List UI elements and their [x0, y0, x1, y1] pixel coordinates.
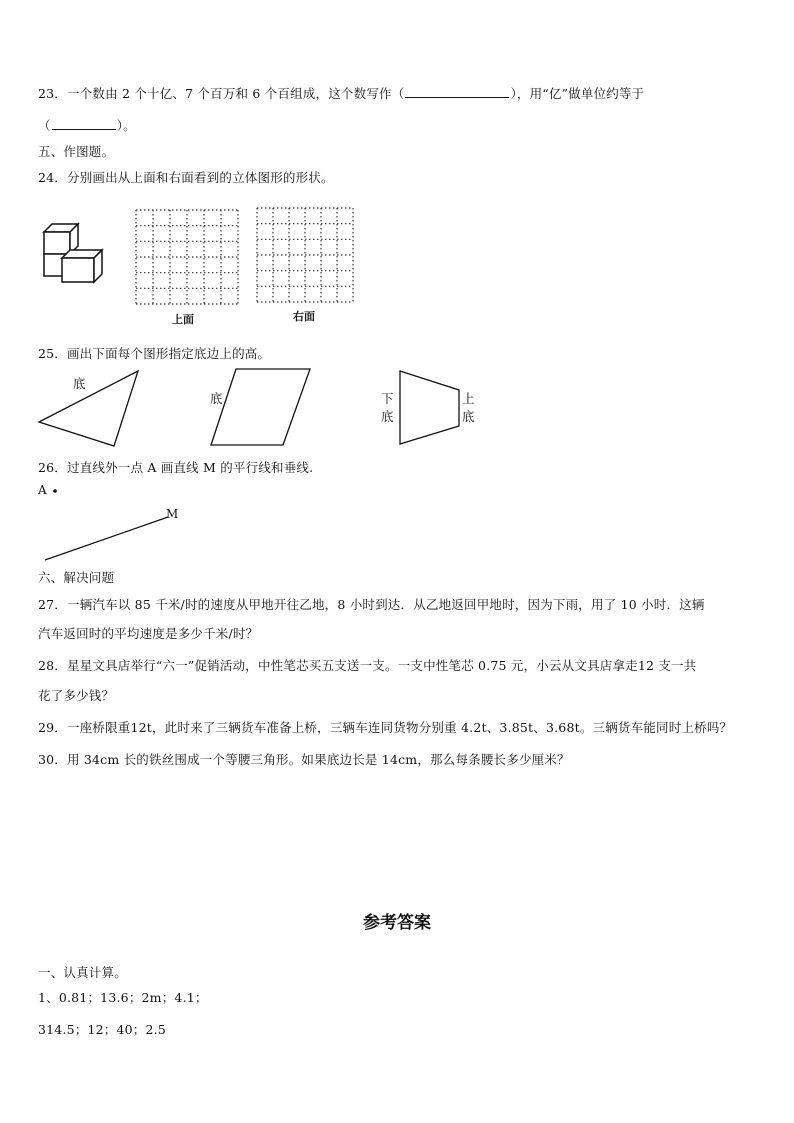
- parallelogram-shape: [210, 368, 312, 446]
- point-a-letter: A: [38, 483, 47, 497]
- q23-line2: [38, 116, 136, 134]
- q23-text-part2: ），用“亿”做单位约等于: [510, 86, 645, 101]
- triangle-shape: [38, 368, 142, 448]
- trapezoid-upper-base-label-2: 底: [462, 409, 475, 424]
- q25-text: 25．画出下面每个图形指定底边上的高。: [38, 346, 271, 361]
- q23-line1: [38, 84, 644, 102]
- answers-line2: 314.5；12；40；2.5: [38, 1022, 166, 1037]
- point-a-label: [38, 483, 47, 497]
- q27-line1: 27．一辆汽车以 85 千米/时的速度从甲地开往乙地，8 小时到达．从乙地返回甲地时，因为下雨，用了 10 小时．这辆: [38, 597, 705, 612]
- parallelogram-base-label: 底: [210, 391, 223, 406]
- grid-top-view[interactable]: [135, 209, 239, 305]
- answers-section1: 一、认真计算。: [38, 965, 127, 980]
- point-a-dot: [52, 488, 58, 494]
- section6-heading: 六、解决问题: [38, 570, 115, 585]
- answers-line1: 1、0.81；13.6；2m；4.1；: [38, 990, 208, 1005]
- caption-top-view: 上面: [172, 313, 194, 326]
- q24-text: 24．分别画出从上面和右面看到的立体图形的形状。: [38, 170, 334, 185]
- q28-line2: 花了多少钱？: [38, 688, 115, 703]
- q23-answer-blank-1[interactable]: [405, 85, 509, 98]
- answers-title: 参考答案: [363, 913, 431, 933]
- q26-text: 26．过直线外一点 A 画直线 M 的平行线和垂线.: [38, 460, 314, 475]
- q30-text: 30．用 34cm 长的铁丝围成一个等腰三角形。如果底边长是 14cm，那么每条腰长多少厘米？: [38, 752, 570, 767]
- trapezoid-lower-base-label-1: 下: [381, 391, 394, 406]
- cubes-figure: [40, 220, 110, 290]
- q23-line2-close: ）。: [116, 118, 136, 133]
- q23-line2-open: （: [38, 118, 51, 133]
- caption-right-view: 右面: [293, 310, 315, 323]
- q27-line2: 汽车返回时的平均速度是多少千米/时？: [38, 626, 259, 641]
- section5-heading: 五、作图题。: [38, 144, 115, 159]
- trapezoid-lower-base-label-2: 底: [381, 409, 394, 424]
- q23-answer-blank-2[interactable]: [52, 117, 116, 130]
- line-m: [44, 514, 176, 562]
- trapezoid-shape: [399, 370, 461, 446]
- line-m-label: M: [166, 507, 179, 521]
- triangle-base-label: 底: [73, 376, 86, 391]
- grid-right-view[interactable]: [256, 207, 354, 303]
- trapezoid-upper-base-label-1: 上: [462, 391, 475, 406]
- q29-text: 29．一座桥限重12t，此时来了三辆货车准备上桥，三辆车连同货物分别重 4.2t、3.85t、3.68t。三辆货车能同时上桥吗？: [38, 720, 733, 735]
- q23-text-part1: 23．一个数由 2 个十亿、7 个百万和 6 个百组成，这个数写作（: [38, 86, 405, 101]
- q28-line1: 28．星星文具店举行“六一”促销活动，中性笔芯买五支送一支。一支中性笔芯 0.75 元，小云从文具店拿走12 支一共: [38, 658, 697, 673]
